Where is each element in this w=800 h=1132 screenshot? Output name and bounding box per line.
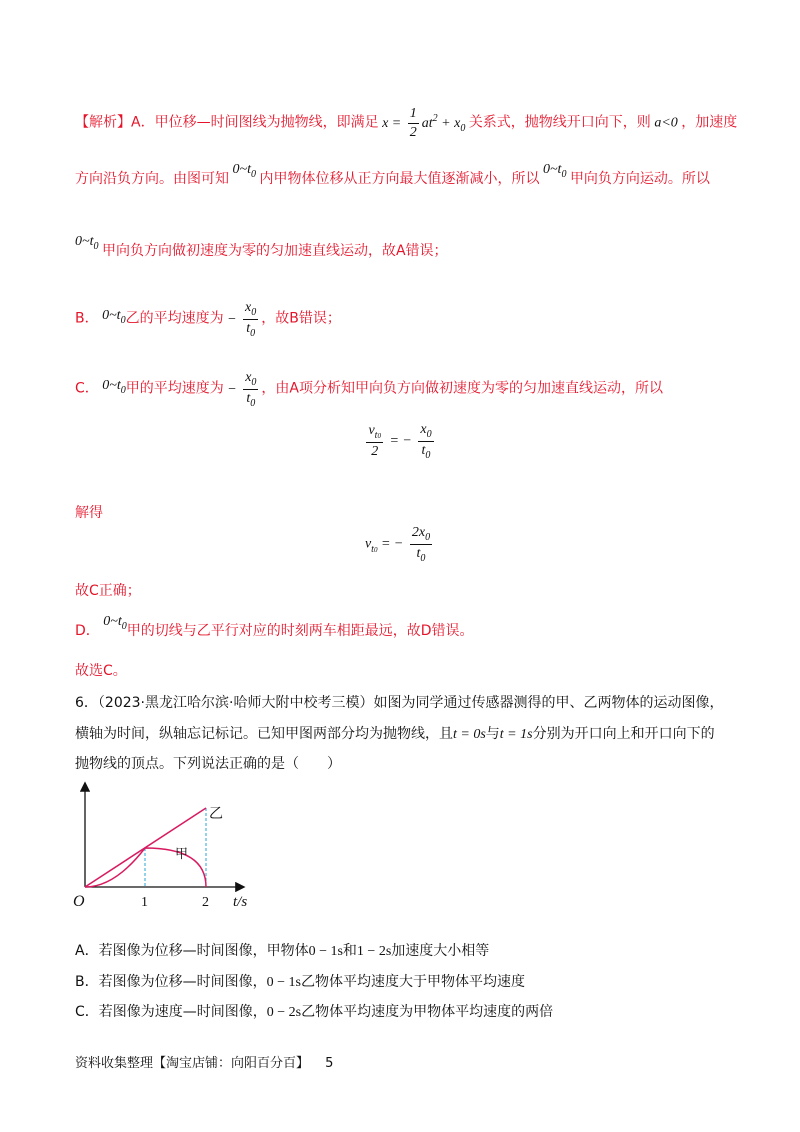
analysis-c-text-b: ，由A项分析知甲向负方向做初速度为零的匀加速直线运动，所以 xyxy=(261,380,663,397)
analysis-a-line3-text: 甲向负方向做初速度为零的匀加速直线运动，故A错误； xyxy=(101,243,448,259)
equation-1: $\frac{v_{t0}}{2}$ = − $\frac{x_0}{t_0}$ xyxy=(368,422,432,461)
choose-answer: 故选C。 xyxy=(75,663,127,679)
option-c-text-b: 乙物体平均速度为甲物体平均速度的两倍 xyxy=(301,1004,554,1020)
question-line2-text-c: 分别为开口向上和开口向下的 xyxy=(532,726,715,742)
avg-velocity-jia: − $\frac{x_0}{t_0}$ xyxy=(223,370,257,409)
footer-text: 资料收集整理【淘宝店铺：向阳百分百】 xyxy=(75,1056,310,1071)
motion-graph xyxy=(65,778,265,918)
question-line1-text: （2023·黑龙江哈尔滨·哈师大附中校考三模）如图为同学通过传感器测得的甲、乙两物体的运动图像， xyxy=(97,695,724,711)
x-axis-label: t/s xyxy=(233,894,248,910)
option-b[interactable] xyxy=(75,971,525,991)
option-a[interactable] xyxy=(75,940,489,960)
question-line3: 抛物线的顶点。下列说法正确的是（ ） xyxy=(75,756,341,772)
analysis-tag: 【解析】 xyxy=(75,114,131,131)
option-a-label: A． xyxy=(75,943,99,959)
analysis-b-text-b: ，故B错误； xyxy=(261,310,341,327)
question-number: 6． xyxy=(75,695,98,711)
analysis-a-text: A．甲位移—时间图线为抛物线，即满足 xyxy=(131,114,379,131)
option-b-label: B． xyxy=(75,974,99,990)
analysis-a-line2-text-b: 内甲物体位移从正方向最大值逐渐减小，所以 xyxy=(259,171,540,187)
analysis-a-line2 xyxy=(75,162,710,190)
interval-0-t0: $0\sim t_0$ xyxy=(98,377,126,396)
interval-0-t0: $0\sim t_0$ xyxy=(539,162,567,180)
parabola-formula: x = $\frac{1}{2}$ $at^2 + x_0$ xyxy=(378,106,466,140)
label-jia: 甲 xyxy=(175,846,189,861)
analysis-c xyxy=(75,370,663,409)
analysis-a-line1 xyxy=(75,106,737,141)
question-line2-text: 横轴为时间，纵轴忘记标记。已知甲图两部分均为抛物线，且 xyxy=(75,726,453,742)
solve-label: 解得 xyxy=(75,505,103,521)
option-a-interval-2: 1 − 2s xyxy=(356,944,392,959)
label-yi: 乙 xyxy=(209,807,223,822)
question-line1 xyxy=(75,692,723,712)
question-line2-text-b: 与 xyxy=(485,726,500,742)
analysis-b xyxy=(75,300,341,339)
question-line2 xyxy=(75,723,715,743)
analysis-d-text: 甲的切线与乙平行对应的时刻两车相距最远，故D错误。 xyxy=(126,623,474,639)
origin-label: O xyxy=(73,893,85,910)
option-c-label: C． xyxy=(75,1004,99,1020)
option-a-text-c: 加速度大小相等 xyxy=(391,943,490,959)
analysis-a-text-b: 关系式，抛物线开口向下，则 xyxy=(468,114,651,131)
equation-2: $v_{t0}$ = − $\frac{2x_0}{t_0}$ xyxy=(364,525,431,564)
analysis-d-label: D． xyxy=(75,623,100,639)
analysis-c-text: 甲的平均速度为 xyxy=(125,380,224,397)
page-number: 5 xyxy=(325,1056,334,1071)
interval-0-t0: $0\sim t_0$ xyxy=(99,614,127,632)
interval-0-t0: $0\sim t_0$ xyxy=(98,307,126,326)
option-a-text-b: 和 xyxy=(342,943,357,959)
option-a-interval-1: 0 − 1s xyxy=(308,944,343,959)
analysis-c-label: C． xyxy=(75,380,99,397)
tick-label-1: 1 xyxy=(141,895,148,910)
c-correct: 故C正确； xyxy=(75,583,141,599)
avg-velocity-yi: − $\frac{x_0}{t_0}$ xyxy=(223,300,257,339)
t-zero: t = 0s xyxy=(453,727,486,742)
a-less-zero: a<0 xyxy=(650,115,682,131)
analysis-d xyxy=(75,614,474,642)
tick-label-2: 2 xyxy=(202,895,209,910)
page-footer xyxy=(75,1052,333,1071)
analysis-b-text: 乙的平均速度为 xyxy=(125,310,224,327)
analysis-a-line2-text: 方向沿负方向。由图可知 xyxy=(75,171,229,187)
analysis-a-text-c: ，加速度 xyxy=(681,114,738,131)
option-b-interval: 0 − 1s xyxy=(266,975,301,990)
interval-0-t0: $0\sim t_0$ xyxy=(229,162,256,180)
option-c[interactable] xyxy=(75,1001,553,1021)
option-b-text-b: 乙物体平均速度大于甲物体平均速度 xyxy=(300,974,525,990)
analysis-a-line2-text-c: 甲向负方向运动。所以 xyxy=(569,171,710,187)
t-one: t = 1s xyxy=(499,727,533,742)
option-a-text: 若图像为位移—时间图像，甲物体 xyxy=(98,943,309,959)
option-c-interval: 0 − 2s xyxy=(266,1005,302,1020)
option-b-text: 若图像为位移—时间图像， xyxy=(98,974,267,990)
option-c-text: 若图像为速度—时间图像， xyxy=(98,1004,267,1020)
analysis-b-label: B． xyxy=(75,310,99,327)
interval-0-t0: $0\sim t_0$ xyxy=(75,234,99,252)
analysis-a-line3 xyxy=(75,234,448,262)
